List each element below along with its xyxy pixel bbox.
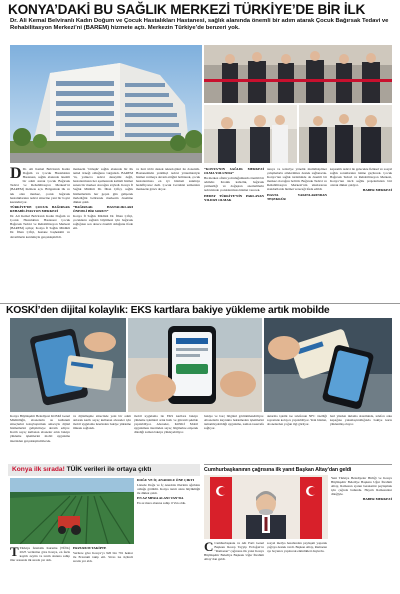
story1-headline: KONYA’DAKİ BU SAĞLIK MERKEZİ TÜRKİYE’DE BİR İLK: [8, 2, 366, 17]
story3-col3: DOĞU VE İÇ ANADOLU ÖNE ÇIKTI Listede Doğu ve İç Anadolu illerinin ağırlıkta olduğu görüldü. Konya tarım alanı büyüklüğü ile dikkat çekti. EN AZ MERA ALANI VAN’DA En az mera alanına sahip il Van oldu.: [137, 478, 200, 506]
story4-headline: Cumhurbaşkanının çağrısına ilk yanıt Başkan Altay’dan geldi: [204, 467, 352, 473]
story1-col2-subhead: “BAĞIRSAK HASTALIKLARI ÖNEMLİ BİR SORUN”: [73, 204, 133, 213]
story1-col6: kapsamlı tedavi ile gelecekte fiziksel ve sosyal sağlık sorunlarının önüne geçilecek. Çocuk Bağırsak Tedavi ve Rehabilitasyon Merkezi, Konya’nın öncü sağlık projelerinden biri olarak dikkat çekiyor. HABER MERKEZİ: [330, 167, 392, 193]
dropcap: T: [10, 546, 19, 559]
field-photo: [10, 478, 134, 544]
visit-photo-2: [299, 105, 392, 163]
story2-col4: bakiye ve borç bilgileri görüntülenebiliyor. Abonelerin kuyrukta beklemeden işlemlerini tamamlayabildiği uygulama, zaman tasarrufu sağlıyor.: [204, 414, 264, 431]
dropcap: D: [10, 167, 22, 182]
eks-card-photo-2: [128, 318, 262, 412]
hospital-photo: [10, 45, 202, 163]
story4-rule: [204, 464, 392, 465]
story4-source: HABER MERKEZİ: [362, 497, 392, 502]
ceremony-photo: [204, 45, 392, 103]
eks-card-photo-1: [10, 318, 126, 412]
story1-col1: D Dr. Ali Kemal Belviranlı Kadın Doğum ve Çocuk Hastalıkları Hastanesi, sağlık alanında önemli bir adım atarak Çocuk Bağırsak Tedavi ve Rehabilitasyon Merkezi’ni (BAREM) hizmete açtı. Bölgesinde ilk ve tek olan merkez, çocuk bağırsak hastalıklarının tedavi sürecine yeni bir boyut kazandırıyor. TÜRKİYE’DE ÇOCUK BAĞIRSAK REHABİLİTASYON MERKEZİ Dr. Ali Kemal Belviranlı Kadın Doğum ve Çocuk Hastalıkları Hastanesi Çocuk Bağırsak Tedavi ve Rehabilitasyon Merkezi (BAREM) açılışı; Konya İl Sağlık Müdürü Dr. İlhan Çiftçi, hastane başhekimi ve davetlilerin katılımıyla gerçekleştirildi.: [10, 167, 70, 239]
story1-col5: tanıya ve tedaviye yönelik multidisipliner çalışmalarla ailelerimize destek sağlanacak. Konya’nın sağlık turizminde de önemli bir merkez olacağını belirtti. Bağırsak Tedavi ve Rehabilitasyon Merkezi’nin uluslararası standartlarda hizmet vereceği ifade edildi. HASTA YAKINLARINDAN TEŞEKKÜR: [267, 167, 327, 201]
headline-highlight: Konya ilk sırada!: [12, 466, 65, 473]
eks-card-photo-3: [264, 318, 392, 412]
story3-headline: Konya ilk sırada! TÜİK verileri ile ortaya çıktı: [12, 466, 152, 473]
story2-col3: mobil uygulama ile EKS kartlara bakiye yükleme işlemleri artık hızlı ve güvenli şekilde yapılabiliyor. Aboneler, KOSKİ Mobil uygulaması üzerinden sayaç bilgilerine erişerek dilediği zaman bakiye yükleyebiliyor.: [134, 414, 198, 435]
visit-photo-1: [204, 105, 297, 163]
story2-col5: aktarma işlemi ise telefonun NFC özelliği sayesinde kolayca yapılabiliyor. Yeni hizmet, abonelerden yoğun ilgi görüyor.: [267, 414, 327, 427]
story4-col3: Yeni Türkiye Belediyeler Birliği ve Konya Büyükşehir Belediye Başkanı Uğur İbrahim Altay, Ramazan ayının bereketini paylaşmak için çağrıda bulundu. Hayırlı Ramazanlar dileğiyle. HABER MERKEZİ: [331, 476, 392, 502]
story2-col1: Konya Büyükşehir Belediyesi KOSKİ Genel Müdürlüğü, abonelerin su kullanım süreçlerini kolaylaştırmak amacıyla dijital hizmetlerini geliştirmeye devam ediyor. Kartlı sayaç kullanan aboneler artık bakiye yükleme işlemlerini mobil uygulama üzerinden gerçekleştirebilecek.: [10, 414, 70, 443]
story1-col2: merkezin ‘birleşik’ sağlık alanında bir ilk temel örneği olduğunu vurguladı. BAREM ’in, yalnızca tedavi deneyimi değil, hastalarımızın her aşamasında kaliteli hizmet sunan bir merkez olacağını söyledi. Konya İl Sağlık Müdürü Dr. İlhan Çiftçi, sağlık hizmetlerinin her geçen gün gelişerek ilerlediğini belirterek merkezin önemine dikkat çekti. “BAĞIRSAK HASTALIKLARI ÖNEMLİ BİR SORUN” Konya İl Sağlık Müdürü Dr. İlhan Çiftçi, çocukların sağlıklı büyümesi için bağırsak sağlığının son derece önemli olduğunu ifade etti.: [73, 167, 133, 231]
story2-col2: ve dijitalleşme sürecinde yeni bir adım atılarak kartlı sayaç kullanan aboneler için mobil uygulama üzerinden bakiye yükleme imkanı sağlandı.: [73, 414, 131, 431]
story1-col3: ve ileri tıbbi destek teknolojileri ile donatıldı. Hastanemizin yenilikçi tedavi yöntemleriyle hizmet vermeye devam ettiğini belirterek, çocuk hastalarımıza en iyi hizmeti sunmayı hedefliyoruz dedi. Çocuk Cerrahisi uzmanları merkezde görev alıyor.: [136, 167, 200, 192]
story2-col6: hari yüzden tıklama sisteminde, telefon arka kapağına yakınlaştırıldığında bakiye karta yüklenmiş oluyor.: [330, 414, 392, 427]
story1-deck: Dr. Ali Kemal Belviranlı Kadın Doğum ve Çocuk Hastalıkları Hastanesi, sağlık alanında önemli bir adım atarak Çocuk Bağırsak Tedavi ve Rehabilitasyon Merkezi’ni (BAREM) hizmete açtı. Merkezin Türkiye’de benzeri yok.: [10, 18, 389, 32]
story3-col2: ERZURUM TAKİPTE Verilere göre Konya’yı 926 bin 791 hektar ile Erzurum takip etti. Sivas ise üçüncü sırada yer aldı.: [73, 546, 133, 564]
story1-col4: “KONYA’NIN SAĞLIK MERKEZİ OLMA YOLUNDA” Bu merkez ofisin yolculuğumuzda önemli bir adımdır. Kronik kabızlık, bağırsak yetmezliği ve doğuştan anomalilerin tedavisinde çocuklarımıza hizmet verecek. HEDEF TÜRKİYE’NİN PARLAYAN YILDIZI OLMAK: [204, 167, 264, 202]
hospital-building-icon: [10, 45, 202, 163]
story2-rule: [0, 303, 400, 304]
story4-col2: sosyal medya hesabından paylaşım yaparak çağrıya destek verdi. Başkan Altay, Ramazan ayı boyunca yapılacak etkinlikleri duyurdu.: [267, 541, 327, 554]
story1-source: HABER MERKEZİ: [362, 188, 392, 193]
dropcap: C: [204, 541, 214, 554]
story3-col1: T Türkiye İstatistik Kurumu (TÜİK) 2025 verilerine göre Konya, en fazla kayıtlı zeytin ve tarım alanına sahip iller arasında ilk sırada yer aldı.: [10, 546, 70, 563]
story4-col1: C Cumhurbaşkanı ve AK Parti Genel Başkanı Recep Tayyip Erdoğan’ın “Ramazan” çağrısına ilk yanıt Konya Büyükşehir Belediye Başkanı Uğur İbrahim Altay’dan geldi.: [204, 541, 264, 562]
mayor-photo: [204, 475, 328, 539]
story1-col1-subhead: TÜRKİYE’DE ÇOCUK BAĞIRSAK REHABİLİTASYON MERKEZİ: [10, 204, 70, 213]
story2-headline: KOSKİ’den dijital kolaylık: EKS kartlara bakiye yükleme artık mobilde: [6, 305, 330, 316]
